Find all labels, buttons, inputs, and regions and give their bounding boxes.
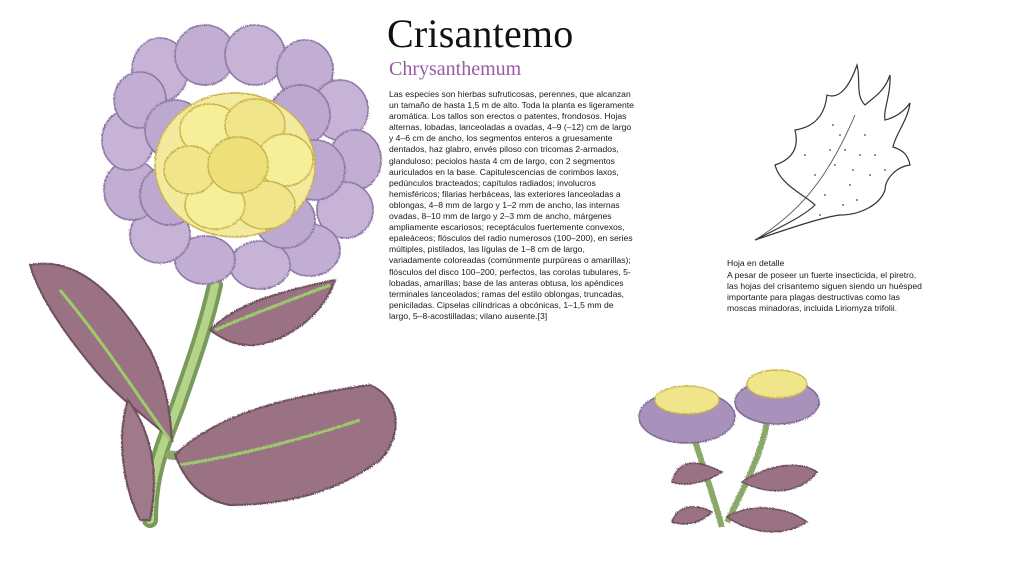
- small-flowers-illustration: [632, 362, 842, 542]
- leaf-detail-sketch: [745, 55, 915, 255]
- caption-text: A pesar de poseer un fuerte insecticida, el piretro, las hojas del crisantemo siguen siendo un huésped importante para plagas destructivas como las moscas minadoras, incluida Liriomyza trifolii.: [727, 269, 922, 313]
- leaf-caption: [727, 258, 923, 314]
- description-text: Las especies son hierbas sufruticosas, perennes, que alcanzan un tamaño de hasta 1,5 m de alto. Toda la planta es ligeramente aromática. Los tallos son erectos o patentes, frondosos. Hojas alternas, lobadas, lanceoladas a ovadas, 4–9 (–12) cm de largo y 4–6 cm de ancho, los segmentos enteros a gruesamente dentados, haz glabro, envés piloso con tricomas 2-armados, glanduloso; peciolos hasta 4 cm de largo, con 2 segmentos auriculados en la base. Capitulescencias de corimbos laxos, pedúnculos bracteados; capítulos radiados; involucros hemisféricos; filarias herbáceas, las exteriores lanceoladas a oblongas, 4–8 mm de largo y 1–2 mm de ancho, las internas ovadas, 8–10 mm de largo y 2–3 mm de ancho, márgenes ampliamente escariosos; receptáculos fuertemente convexos, epaleáceos; flósculos del radio numerosos (100–200), en series múltiples, pistilados, las lígulas de 1–8 cm de largo, variadamente coloreadas (comúnmente purpúreas o amarillas); flósculos del disco 100–200, perfectos, las corolas tubulares, 5-lobadas, amarillas; base de las anteras obtusa, los apéndices terminales lanceolados; ramas del estilo oblongas, truncadas, peniciladas. Cipselas cilíndricas a obcónicas, 1–1,5 mm de largo, 5–8-acostilladas; vilano ausente.[3]: [389, 89, 634, 321]
- page-subtitle: Chrysanthemum: [389, 58, 522, 80]
- caption-title: Hoja en detalle: [727, 258, 785, 268]
- chrysanthemum-illustration: [0, 0, 400, 576]
- page-title: Crisantemo: [387, 11, 574, 56]
